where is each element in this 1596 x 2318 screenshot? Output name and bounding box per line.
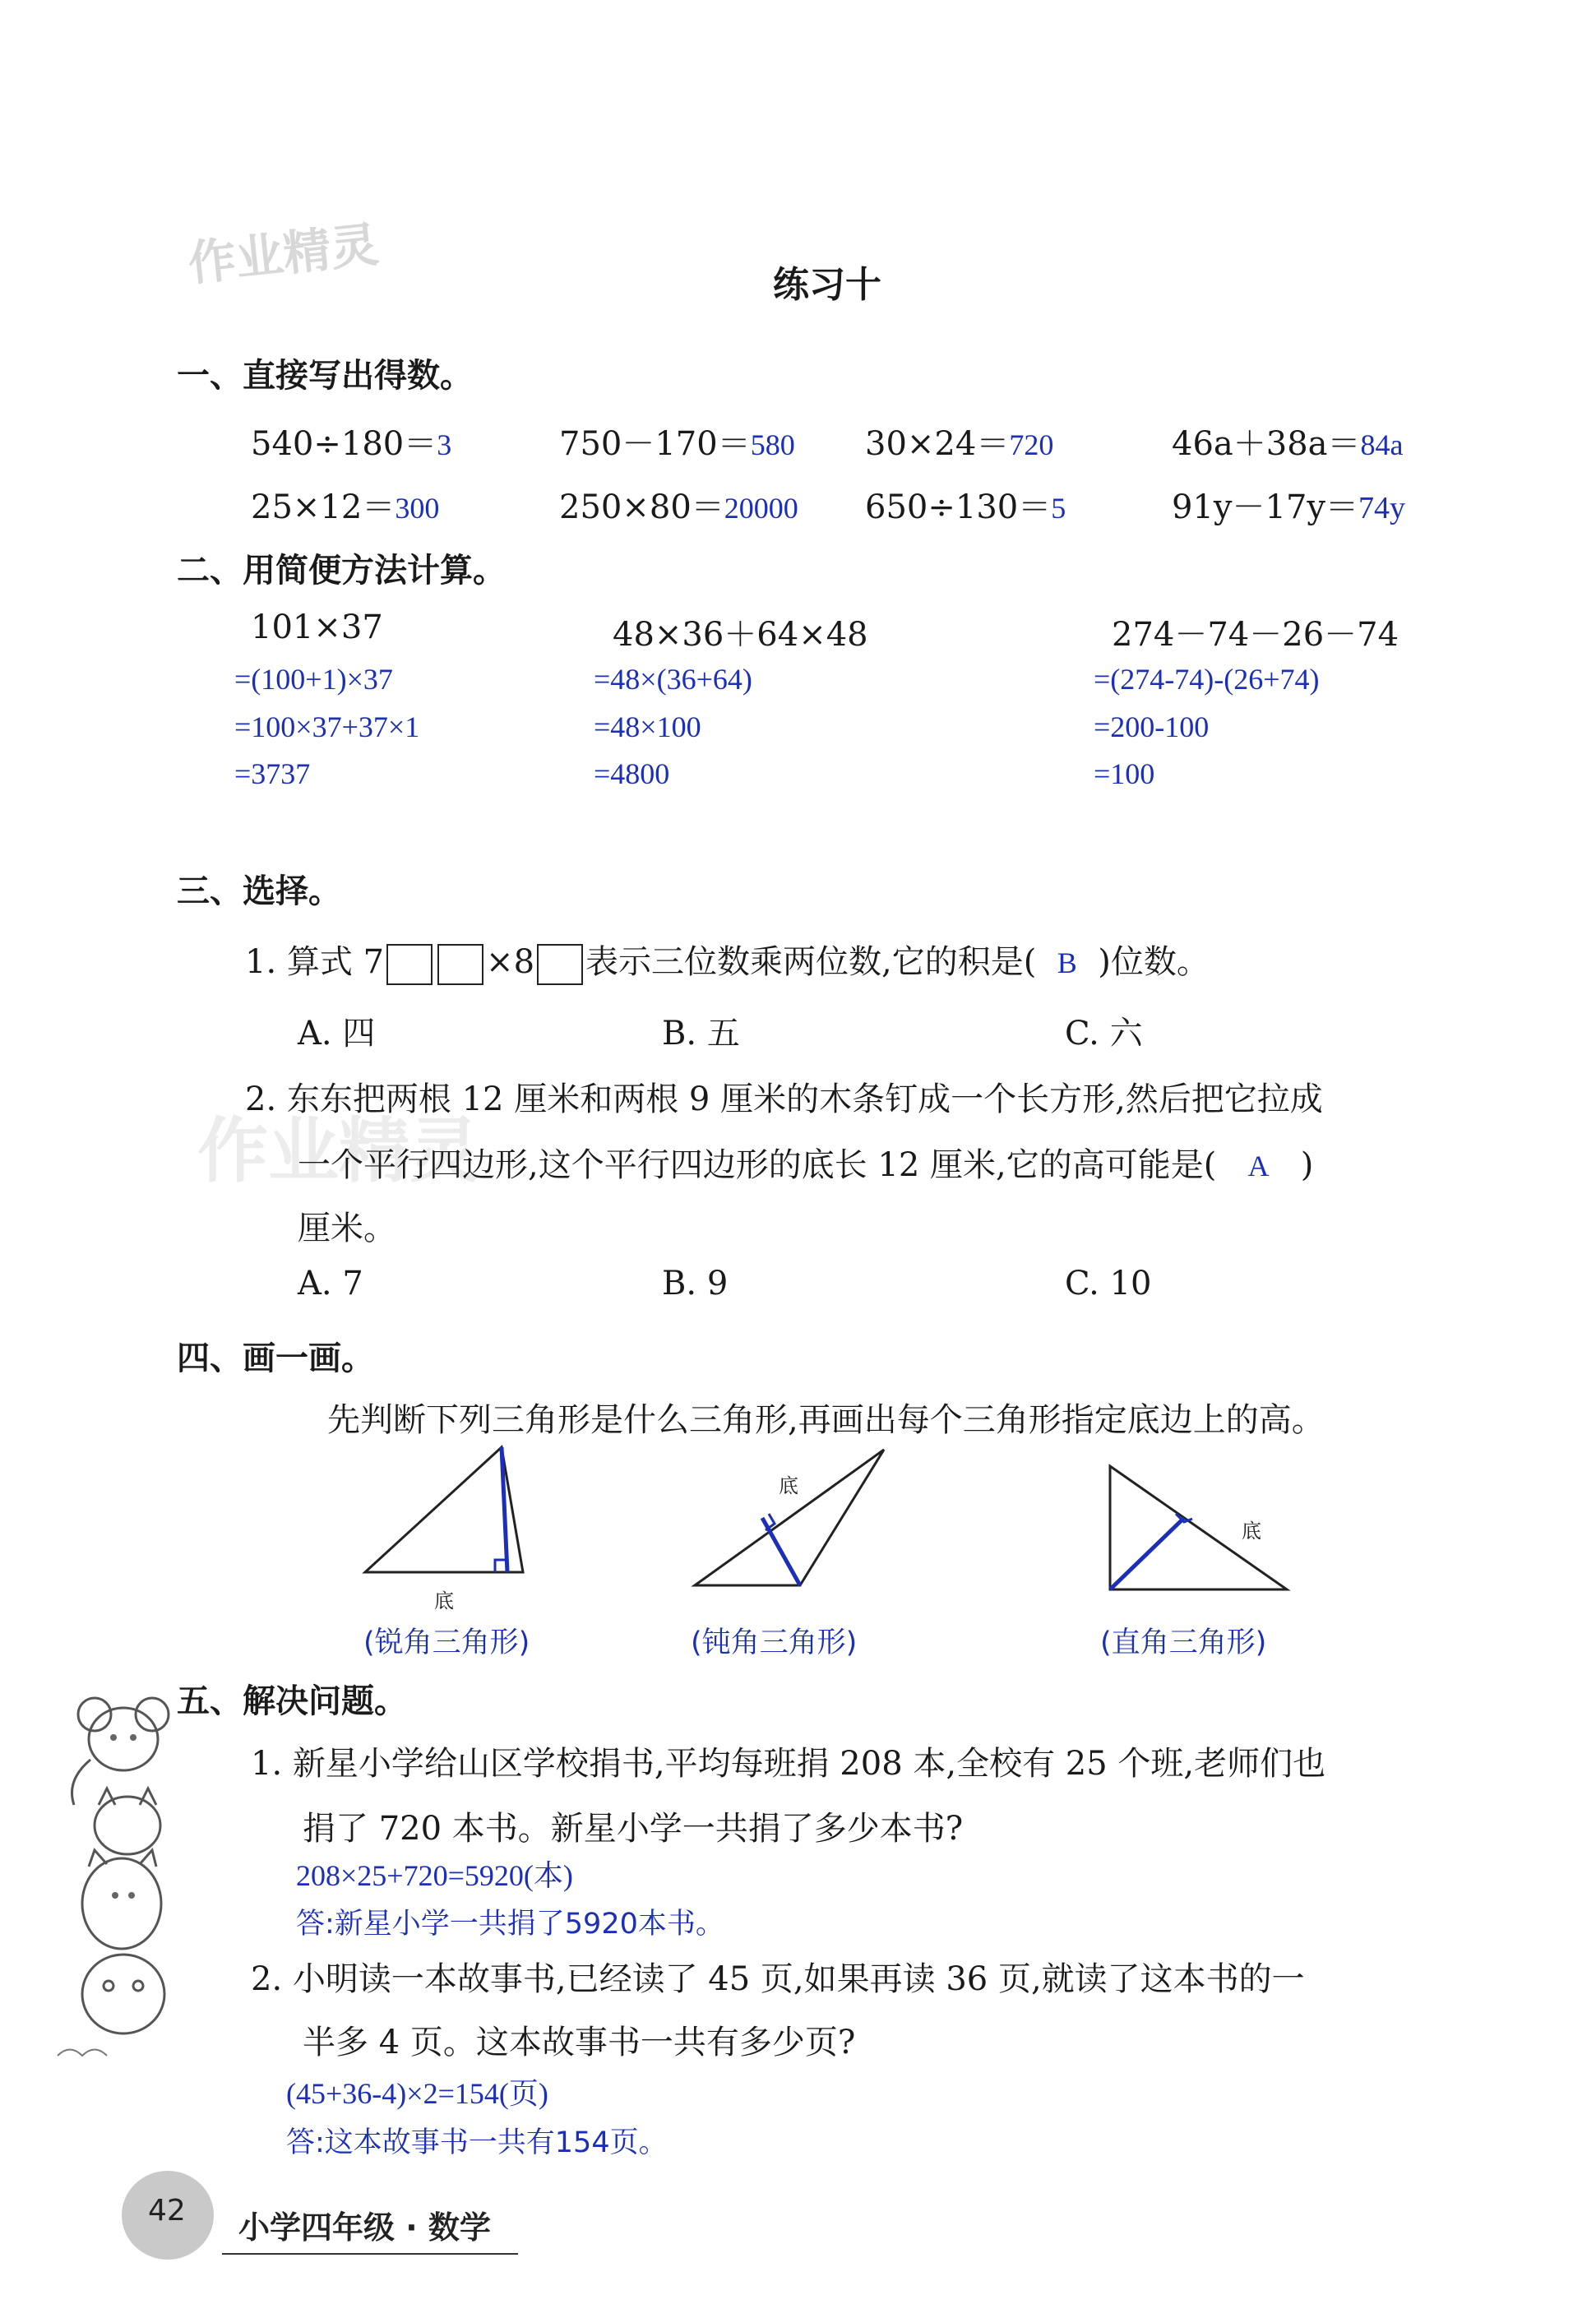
page-title: 练习十 [773,264,881,306]
problem1-line2: 捐了 720 本书。新星小学一共捐了多少本书? [303,1810,964,1848]
triangle-right [1094,1460,1307,1616]
triangle-obtuse [687,1443,925,1608]
choice-q2-line2: 一个平行四边形,这个平行四边形的底长 12 厘米,它的高可能是( A ) [298,1146,1314,1184]
choice-q2-line3: 厘米。 [298,1210,396,1247]
problem2-answer: 答:这本故事书一共有154页。 [286,2126,668,2159]
base-label: 底 [1242,1520,1261,1543]
calc-item: 46a＋38a＝84a [1172,425,1404,463]
triangle-type-answer: (钝角三角形) [691,1626,858,1659]
base-label: 底 [434,1589,454,1612]
option: B. 五 [662,1015,740,1053]
calc-item: 650÷130＝5 [865,488,1066,526]
sec2-heading: 二、用简便方法计算。 [177,552,506,590]
problem2-line1: 2. 小明读一本故事书,已经读了 45 页,如果再读 36 页,就读了这本书的一 [251,1960,1305,1998]
option: A. 7 [298,1265,363,1302]
choice-q1: 1. 算式 7 ×8 表示三位数乘两位数,它的积是( B )位数。 [245,936,1210,985]
problem1-answer: 答:新星小学一共捐了5920本书。 [296,1908,724,1941]
simplify-expr: 48×36＋64×48 [613,616,868,654]
sec1-heading: 一、直接写出得数。 [177,357,473,395]
simplify-step: =(100+1)×37 [234,663,393,696]
calc-item: 540÷180＝3 [251,425,452,463]
simplify-step: =100 [1094,757,1155,790]
footer-rule [222,2253,518,2255]
digit-box [537,944,583,985]
sec4-instruction: 先判断下列三角形是什么三角形,再画出每个三角形指定底边上的高。 [327,1401,1325,1439]
calc-item: 750－170＝580 [559,425,795,463]
calc-item: 250×80＝20000 [559,488,798,526]
option: C. 10 [1065,1265,1152,1302]
simplify-step: =3737 [234,757,311,790]
simplify-step: =48×(36+64) [594,663,752,696]
base-label: 底 [779,1474,798,1497]
problem1-calc: 208×25+720=5920(本) [296,1859,573,1892]
watermark-mid: 作业精灵 [197,1110,480,1192]
option: A. 四 [298,1015,376,1053]
book-title: 小学四年级 · 数学 [238,2209,491,2246]
simplify-step: =48×100 [594,710,701,743]
problem1-line1: 1. 新星小学给山区学校捐书,平均每班捐 208 本,全校有 25 个班,老师们也 [251,1745,1326,1783]
option: C. 六 [1065,1015,1143,1053]
watermark-top: 作业精灵 [185,216,382,292]
page-number: 42 [148,2194,186,2228]
simplify-expr: 274－74－26－74 [1112,616,1399,654]
problem2-line2: 半多 4 页。这本故事书一共有多少页? [303,2024,856,2061]
simplify-step: =100×37+37×1 [234,710,420,743]
digit-box [386,944,433,985]
digit-box [437,944,483,985]
calc-item: 25×12＝300 [251,488,440,526]
problem2-calc: (45+36-4)×2=154(页) [286,2077,548,2110]
cartoon-animals-illustration [49,1682,189,2068]
sec5-heading: 五、解决问题。 [177,1682,407,1720]
sec3-heading: 三、选择。 [177,872,341,910]
sec4-heading: 四、画一画。 [177,1339,374,1377]
simplify-expr: 101×37 [251,608,383,646]
choice-q2-line1: 2. 东东把两根 12 厘米和两根 9 厘米的木条钉成一个长方形,然后把它拉成 [245,1080,1323,1118]
option: B. 9 [662,1265,729,1302]
calc-item: 91y－17y＝74y [1172,488,1405,526]
calc-item: 30×24＝720 [865,425,1054,463]
simplify-step: =200-100 [1094,710,1210,743]
triangle-type-answer: (锐角三角形) [363,1626,530,1659]
triangle-acute [354,1443,600,1616]
simplify-step: =4800 [594,757,670,790]
triangle-type-answer: (直角三角形) [1100,1626,1267,1659]
simplify-step: =(274-74)-(26+74) [1094,663,1320,696]
